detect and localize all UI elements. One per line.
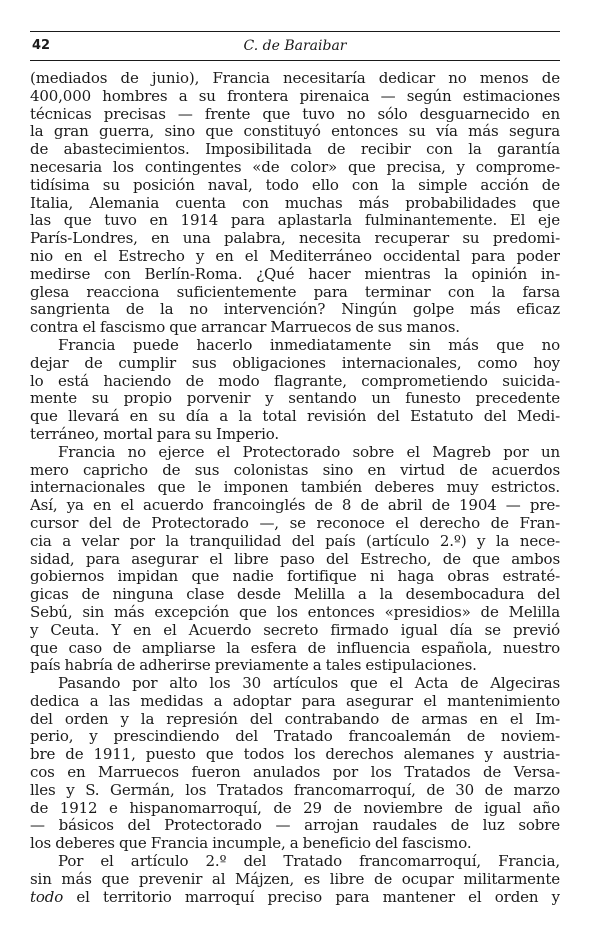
text-line: (mediados de junio), Francia necesitaría dedicar no menos de — [30, 70, 560, 87]
text-line: gobiernos impidan que nadie fortifique ni haga obras estraté- — [30, 568, 560, 586]
text-line: necesaria los contingentes «de color» que precisa, y comprome- — [30, 158, 560, 176]
text-line: cursor del de Protectorado —, se reconoce el derecho de Fran- — [30, 514, 560, 532]
text-line-rest: el territorio marroquí preciso para mantener el orden y — [63, 888, 560, 906]
text-line: medirse con Berlín-Roma. ¿Qué hacer mientras la opinión in- — [30, 265, 560, 283]
text-line: de abastecimientos. Imposibilitada de recibir con la garantía — [30, 141, 560, 159]
text-line: que caso de ampliarse la esfera de influencia española, nuestro — [30, 639, 560, 657]
text-line: cia a velar por la tranquilidad del país (artículo 2.º) y la nece- — [30, 532, 560, 550]
text-line: dedica a las medidas a adoptar para asegurar el mantenimiento — [30, 692, 560, 710]
italic-emphasis: todo — [30, 888, 64, 906]
text-line: gicas de ninguna clase desde Melilla a la desembocadura del — [30, 586, 560, 604]
text-line: técnicas precisas — frente que tuvo no sólo desguarnecido en — [30, 105, 560, 123]
text-line: que llevará en su día a la total revisión del Estatuto del Medi- — [30, 408, 560, 426]
running-head-author: C. de Baraibar — [243, 38, 347, 54]
header-top-rule — [30, 31, 560, 32]
text-line: las que tuvo en 1914 para aplastarla fulminantemente. El eje — [30, 212, 560, 230]
text-line: país habría de adherirse previamente a tales estipulaciones. — [30, 657, 477, 675]
text-line: Por el artículo 2.º del Tratado francomarroquí, Francia, — [58, 853, 560, 871]
text-line: la gran guerra, sino que constituyó entonces su vía más segura — [30, 123, 560, 141]
text-line: — básicos del Protectorado — arrojan raudales de luz sobre — [30, 817, 560, 835]
text-line: nio en el Estrecho y en el Mediterráneo occidental para poder — [30, 247, 560, 265]
text-line: mente su propio porvenir y sentando un funesto precedente — [30, 390, 560, 408]
text-line: lles y S. Germán, los Tratados francomarroquí, de 30 de marzo — [30, 781, 560, 799]
text-line: internacionales que le imponen también deberes muy estrictos. — [30, 479, 560, 497]
text-line: contra el fascismo que arrancar Marruecos de sus manos. — [30, 319, 460, 337]
text-line: Así, ya en el acuerdo francoinglés de 8 de abril de 1904 — pre- — [30, 497, 560, 515]
text-line: Sebú, sin más excepción que los entonces «presidios» de Melilla — [30, 603, 560, 621]
text-line: sin más que prevenir al Májzen, es libre de ocupar militarmente — [30, 870, 560, 888]
text-line: cos en Marruecos fueron anulados por los Tratados de Versa- — [30, 764, 560, 782]
text-line: mero capricho de sus colonistas sino en virtud de acuerdos — [30, 461, 560, 479]
text-line: Pasando por alto los 30 artículos que el Acta de Algeciras — [58, 675, 560, 693]
text-line: sidad, para asegurar el libre paso del Estrecho, de que ambos — [30, 550, 560, 568]
book-page — [30, 0, 560, 943]
text-line: bre de 1911, puesto que todos los derechos alemanes y austria- — [30, 746, 560, 764]
text-line: perio, y prescindiendo del Tratado francoalemán de noviem- — [30, 728, 560, 746]
text-line: glesa reacciona suficientemente para terminar con la farsa — [30, 283, 560, 301]
text-line: 400,000 hombres a su frontera pirenaica — según estimaciones — [30, 87, 560, 105]
text-line: terráneo, mortal para su Imperio. — [30, 425, 279, 443]
text-line: de 1912 e hispanomarroquí, de 29 de noviembre de igual año — [30, 799, 560, 817]
page-number: 42 — [32, 38, 51, 53]
text-line: los deberes que Francia incumple, a beneficio del fascismo. — [30, 835, 472, 853]
body-text — [30, 70, 560, 906]
text-line: y Ceuta. Y en el Acuerdo secreto firmado igual día se previó — [30, 621, 560, 639]
text-line: París-Londres, en una palabra, necesita recuperar su predomi- — [30, 230, 560, 248]
text-line — [30, 889, 560, 907]
text-line: Francia puede hacerlo inmediatamente sin más que no — [58, 336, 560, 354]
text-line: del orden y la represión del contrabando de armas en el Im- — [30, 710, 560, 728]
text-line: dejar de cumplir sus obligaciones internacionales, como hoy — [30, 354, 560, 372]
text-line: Italia, Alemania cuenta con muchas más probabilidades que — [30, 194, 560, 212]
text-line: lo está haciendo de modo flagrante, comprometiendo suicida- — [30, 372, 560, 390]
text-line: sangrienta de la no intervención? Ningún golpe más eficaz — [30, 301, 560, 319]
running-header — [30, 36, 560, 56]
header-bottom-rule — [30, 60, 560, 61]
text-line: Francia no ejerce el Protectorado sobre el Magreb por un — [58, 443, 560, 461]
text-line: tidísima su posición naval, todo ello con la simple acción de — [30, 176, 560, 194]
